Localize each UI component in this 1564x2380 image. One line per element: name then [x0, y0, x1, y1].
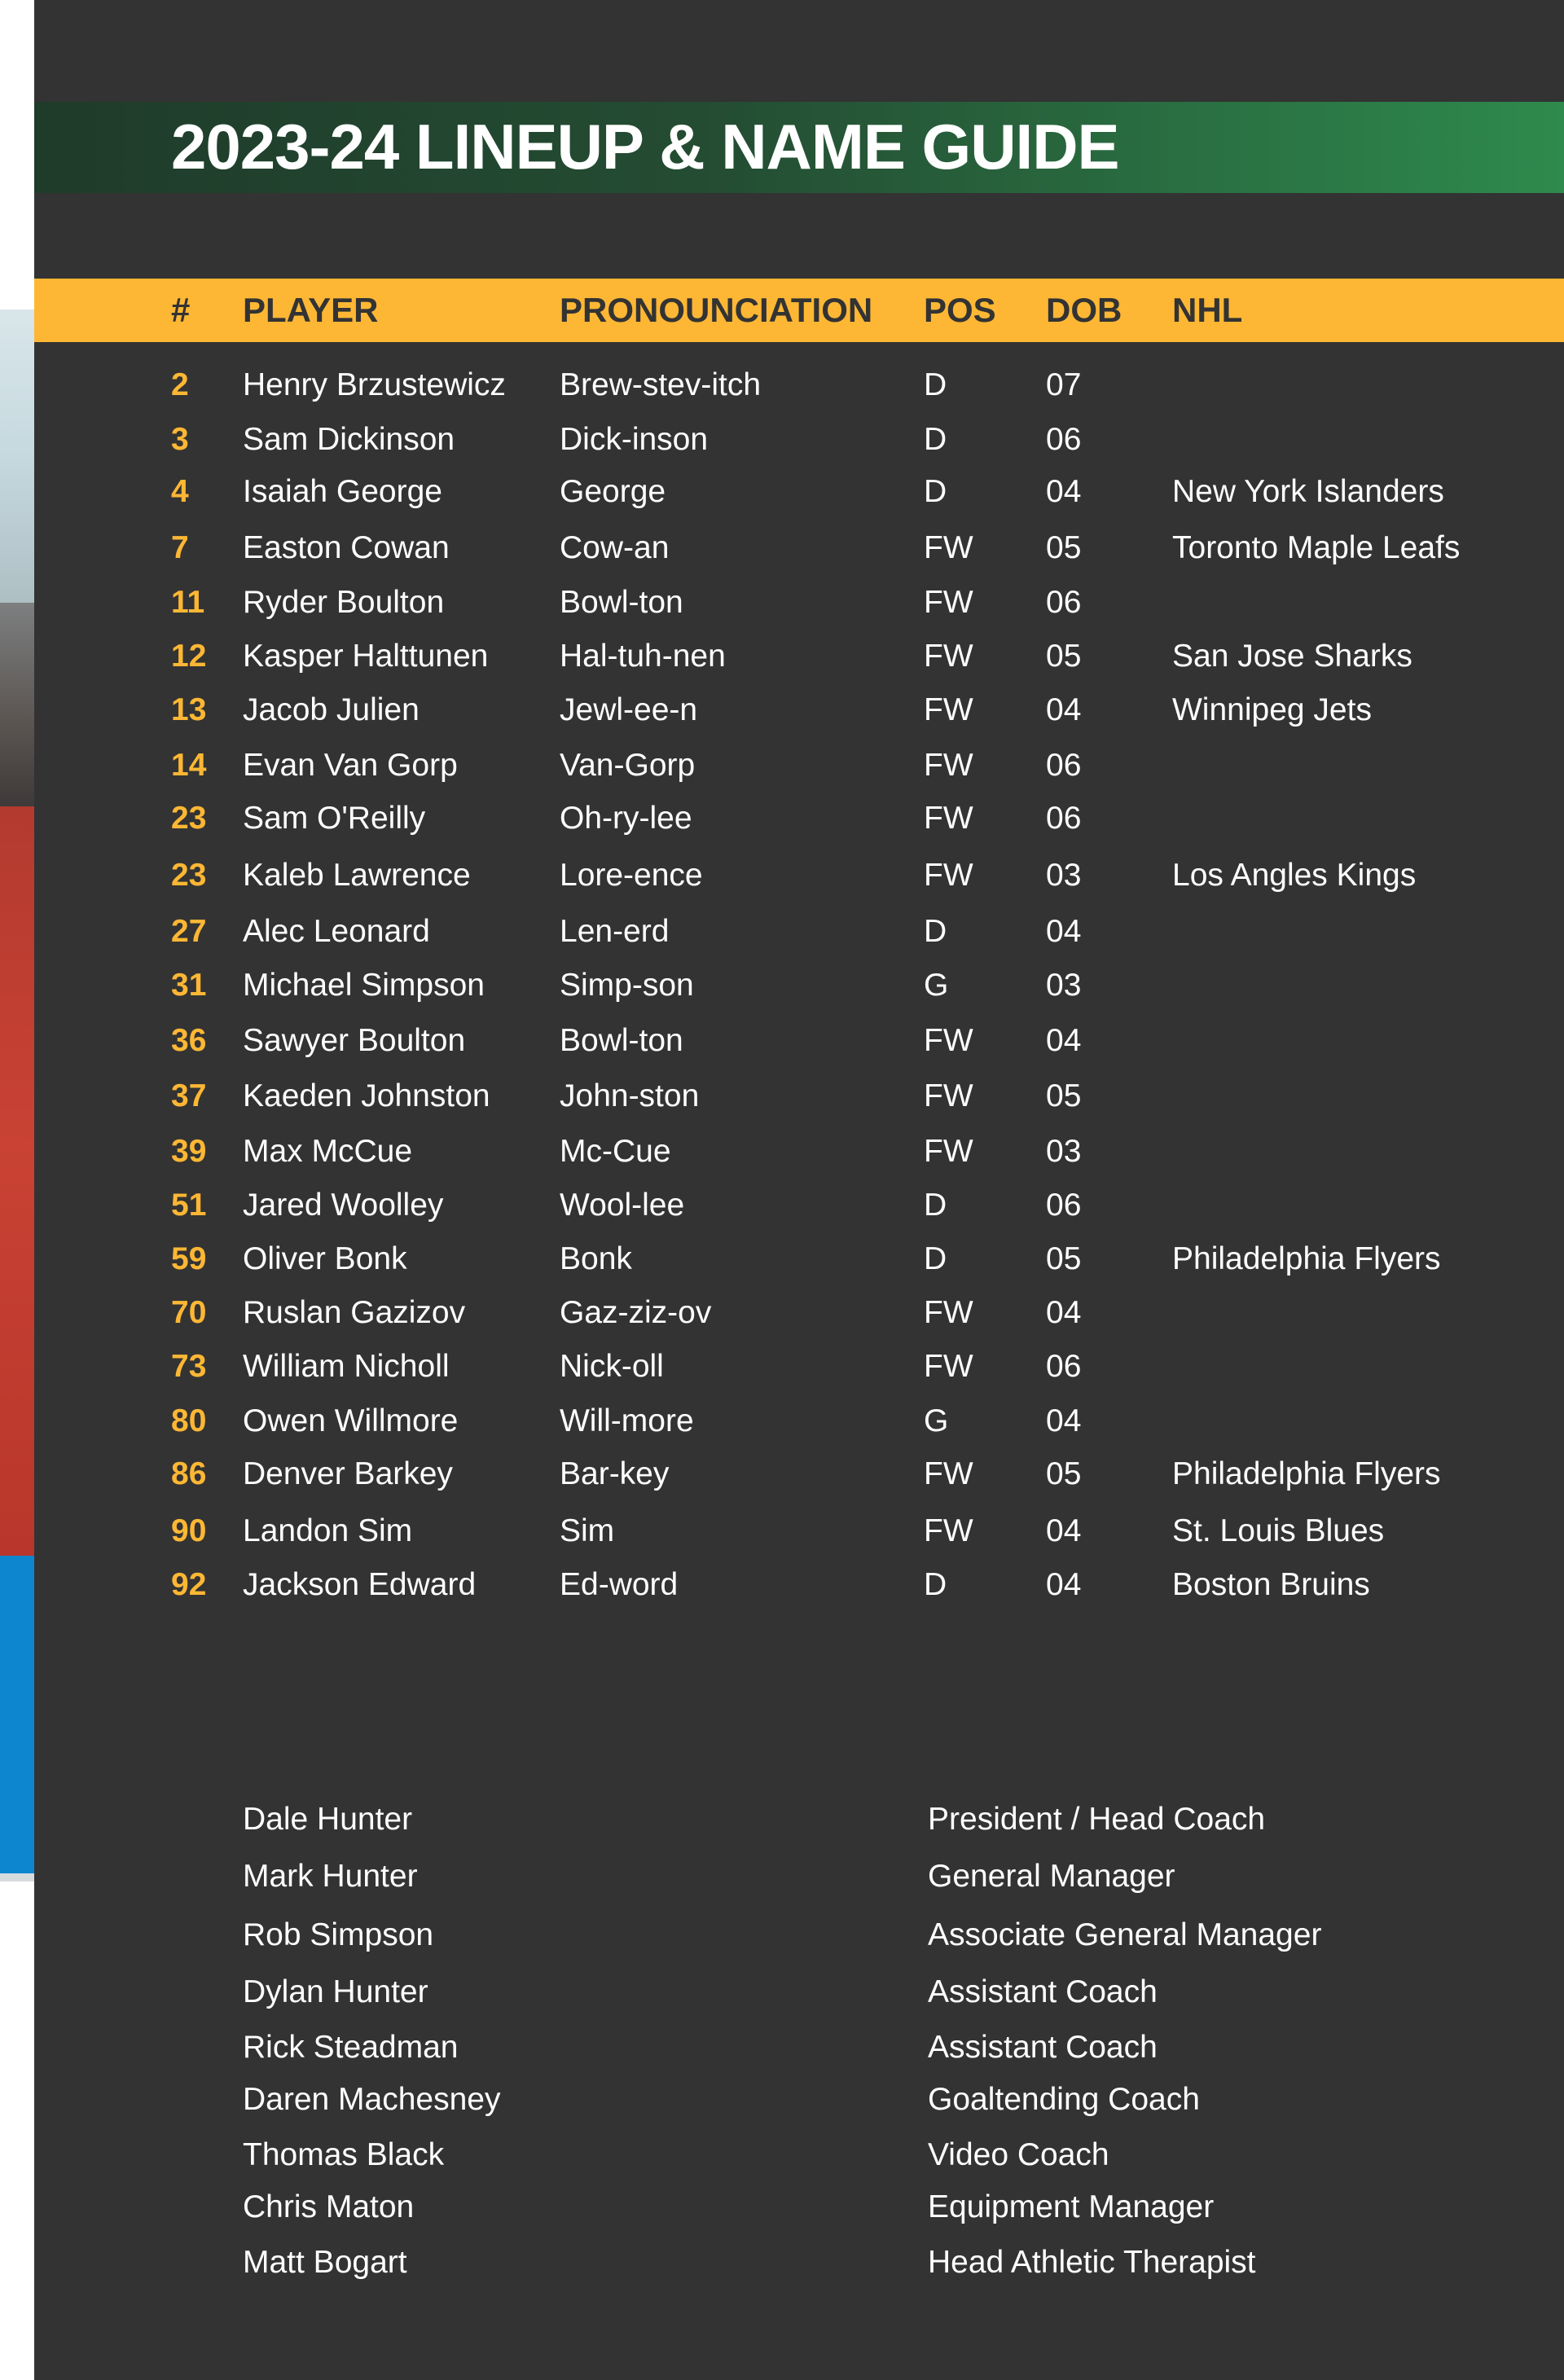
player-pronounciation: Mc-Cue — [560, 1134, 671, 1169]
player-name: Jacob Julien — [243, 692, 420, 727]
header-number: # — [171, 291, 191, 329]
staff-role: Video Coach — [928, 2137, 1109, 2172]
player-dob: 04 — [1046, 1023, 1082, 1058]
header-pronounciation: PRONOUNCIATION — [560, 291, 873, 329]
player-number: 2 — [171, 367, 189, 402]
roster-row — [34, 683, 1564, 737]
player-number: 14 — [171, 748, 207, 783]
player-nhl-team: San Jose Sharks — [1172, 639, 1412, 674]
roster-row — [34, 739, 1564, 793]
photo-dark-segment — [0, 603, 34, 806]
player-pronounciation: Bowl-ton — [560, 1023, 683, 1058]
player-dob: 04 — [1046, 692, 1082, 727]
player-dob: 05 — [1046, 1241, 1082, 1276]
staff-row — [34, 1908, 1564, 1962]
player-number: 13 — [171, 692, 207, 727]
staff-row — [34, 1965, 1564, 2019]
player-name: Kaleb Lawrence — [243, 858, 471, 893]
roster-row — [34, 1504, 1564, 1558]
staff-name: Mark Hunter — [243, 1859, 418, 1894]
roster-row — [34, 630, 1564, 683]
staff-row — [34, 2236, 1564, 2290]
lineup-panel — [34, 0, 1564, 2380]
photo-sky-segment — [0, 310, 34, 603]
staff-role: Goaltending Coach — [928, 2082, 1200, 2117]
roster-row — [34, 959, 1564, 1012]
roster-row — [34, 849, 1564, 902]
player-position: G — [924, 1403, 949, 1438]
header-pos: POS — [924, 291, 996, 329]
staff-role: Equipment Manager — [928, 2189, 1215, 2224]
player-pronounciation: Bar-key — [560, 1456, 670, 1491]
staff-role: Assistant Coach — [928, 2030, 1158, 2065]
player-nhl-team: St. Louis Blues — [1172, 1513, 1385, 1548]
player-name: Ruslan Gazizov — [243, 1295, 466, 1330]
player-dob: 03 — [1046, 968, 1082, 1003]
roster-row — [34, 1447, 1564, 1501]
roster-row — [34, 1394, 1564, 1448]
player-nhl-team: Philadelphia Flyers — [1172, 1456, 1441, 1491]
player-dob: 04 — [1046, 474, 1082, 509]
header-player: PLAYER — [243, 291, 379, 329]
player-nhl-team: Los Angles Kings — [1172, 858, 1417, 893]
player-number: 27 — [171, 914, 207, 949]
player-pronounciation: Len-erd — [560, 914, 670, 949]
player-pronounciation: Lore-ence — [560, 858, 703, 893]
player-dob: 05 — [1046, 639, 1082, 674]
photo-edge-segment — [0, 1873, 34, 1882]
player-pronounciation: Wool-lee — [560, 1188, 685, 1223]
roster-row — [34, 792, 1564, 845]
roster-row — [34, 1232, 1564, 1286]
roster-row — [34, 1014, 1564, 1068]
staff-row — [34, 2180, 1564, 2234]
player-pronounciation: Sim — [560, 1513, 615, 1548]
player-pronounciation: Cow-an — [560, 530, 670, 565]
player-number: 92 — [171, 1567, 207, 1602]
player-position: FW — [924, 1295, 973, 1330]
staff-name: Dylan Hunter — [243, 1974, 428, 2009]
player-position: D — [924, 422, 947, 457]
player-position: FW — [924, 1078, 973, 1113]
staff-row — [34, 2021, 1564, 2075]
staff-name: Daren Machesney — [243, 2082, 501, 2117]
player-pronounciation: George — [560, 474, 666, 509]
roster-row — [34, 1179, 1564, 1232]
player-pronounciation: John-ston — [560, 1078, 700, 1113]
player-name: Michael Simpson — [243, 968, 485, 1003]
player-pronounciation: Gaz-ziz-ov — [560, 1295, 712, 1330]
player-position: FW — [924, 1134, 973, 1169]
player-dob: 04 — [1046, 1403, 1082, 1438]
roster-row — [34, 1125, 1564, 1179]
player-name: Jared Woolley — [243, 1188, 444, 1223]
player-name: Sawyer Boulton — [243, 1023, 466, 1058]
left-photo-strip — [0, 0, 34, 2380]
roster-row — [34, 1558, 1564, 1612]
staff-role: Head Athletic Therapist — [928, 2245, 1256, 2280]
player-number: 73 — [171, 1349, 207, 1384]
player-position: FW — [924, 748, 973, 783]
player-dob: 06 — [1046, 1349, 1082, 1384]
player-number: 7 — [171, 530, 189, 565]
player-pronounciation: Nick-oll — [560, 1349, 664, 1384]
roster-row — [34, 521, 1564, 575]
staff-name: Dale Hunter — [243, 1802, 413, 1837]
player-name: Landon Sim — [243, 1513, 413, 1548]
player-number: 36 — [171, 1023, 207, 1058]
staff-role: Associate General Manager — [928, 1917, 1322, 1952]
player-position: FW — [924, 1023, 973, 1058]
photo-blue-segment — [0, 1556, 34, 1873]
player-nhl-team: New York Islanders — [1172, 474, 1444, 509]
player-position: D — [924, 367, 947, 402]
player-position: D — [924, 1241, 947, 1276]
player-name: Denver Barkey — [243, 1456, 453, 1491]
player-pronounciation: Oh-ry-lee — [560, 801, 692, 836]
player-dob: 06 — [1046, 801, 1082, 836]
player-position: FW — [924, 585, 973, 620]
player-name: Henry Brzustewicz — [243, 367, 506, 402]
player-pronounciation: Will-more — [560, 1403, 694, 1438]
player-number: 11 — [171, 585, 205, 620]
roster-row — [34, 905, 1564, 959]
player-name: Oliver Bonk — [243, 1241, 407, 1276]
roster-row — [34, 413, 1564, 467]
staff-row — [34, 1793, 1564, 1846]
player-number: 70 — [171, 1295, 207, 1330]
player-pronounciation: Dick-inson — [560, 422, 709, 457]
roster-row — [34, 1069, 1564, 1123]
player-number: 12 — [171, 639, 207, 674]
roster-row — [34, 1340, 1564, 1394]
player-dob: 06 — [1046, 585, 1082, 620]
player-name: Kaeden Johnston — [243, 1078, 490, 1113]
player-number: 3 — [171, 422, 189, 457]
player-nhl-team: Boston Bruins — [1172, 1567, 1370, 1602]
player-dob: 04 — [1046, 914, 1082, 949]
header-dob: DOB — [1046, 291, 1122, 329]
player-name: Sam O'Reilly — [243, 801, 426, 836]
player-pronounciation: Bowl-ton — [560, 585, 683, 620]
player-name: Jackson Edward — [243, 1567, 477, 1602]
player-name: Sam Dickinson — [243, 422, 455, 457]
player-nhl-team: Philadelphia Flyers — [1172, 1241, 1441, 1276]
player-number: 59 — [171, 1241, 207, 1276]
page-title: 2023-24 LINEUP & NAME GUIDE — [171, 111, 1119, 182]
player-position: G — [924, 968, 949, 1003]
player-position: FW — [924, 1456, 973, 1491]
player-position: FW — [924, 801, 973, 836]
staff-role: Assistant Coach — [928, 1974, 1158, 2009]
photo-red-jersey-segment — [0, 806, 34, 1556]
staff-role: President / Head Coach — [928, 1802, 1266, 1837]
player-position: FW — [924, 692, 973, 727]
roster-row — [34, 1286, 1564, 1340]
player-name: Easton Cowan — [243, 530, 450, 565]
player-name: Isaiah George — [243, 474, 442, 509]
player-dob: 05 — [1046, 530, 1082, 565]
player-number: 31 — [171, 968, 207, 1003]
player-pronounciation: Jewl-ee-n — [560, 692, 698, 727]
player-dob: 03 — [1046, 858, 1082, 893]
player-nhl-team: Toronto Maple Leafs — [1172, 530, 1461, 565]
player-dob: 03 — [1046, 1134, 1082, 1169]
player-number: 39 — [171, 1134, 207, 1169]
player-dob: 05 — [1046, 1456, 1082, 1491]
player-dob: 06 — [1046, 1188, 1082, 1223]
staff-row — [34, 2128, 1564, 2182]
player-position: D — [924, 474, 947, 509]
player-name: Evan Van Gorp — [243, 748, 458, 783]
player-number: 51 — [171, 1188, 207, 1223]
player-position: FW — [924, 530, 973, 565]
player-name: Kasper Halttunen — [243, 639, 489, 674]
player-position: FW — [924, 1349, 973, 1384]
player-number: 86 — [171, 1456, 207, 1491]
player-dob: 04 — [1046, 1295, 1082, 1330]
player-number: 23 — [171, 858, 207, 893]
staff-name: Rick Steadman — [243, 2030, 459, 2065]
player-dob: 04 — [1046, 1567, 1082, 1602]
staff-name: Chris Maton — [243, 2189, 415, 2224]
player-position: FW — [924, 1513, 973, 1548]
staff-row — [34, 1850, 1564, 1904]
player-number: 23 — [171, 801, 207, 836]
player-position: FW — [924, 858, 973, 893]
player-number: 90 — [171, 1513, 207, 1548]
staff-name: Thomas Black — [243, 2137, 445, 2172]
player-dob: 06 — [1046, 422, 1082, 457]
player-number: 37 — [171, 1078, 207, 1113]
player-name: Alec Leonard — [243, 914, 430, 949]
player-name: Max McCue — [243, 1134, 413, 1169]
player-position: D — [924, 1188, 947, 1223]
player-name: William Nicholl — [243, 1349, 450, 1384]
player-position: D — [924, 1567, 947, 1602]
staff-role: General Manager — [928, 1859, 1175, 1894]
player-dob: 07 — [1046, 367, 1082, 402]
player-name: Ryder Boulton — [243, 585, 445, 620]
player-position: D — [924, 914, 947, 949]
player-position: FW — [924, 639, 973, 674]
header-nhl: NHL — [1172, 291, 1243, 329]
roster-row — [34, 358, 1564, 412]
player-number: 80 — [171, 1403, 207, 1438]
player-dob: 04 — [1046, 1513, 1082, 1548]
staff-row — [34, 2073, 1564, 2127]
player-pronounciation: Simp-son — [560, 968, 694, 1003]
player-name: Owen Willmore — [243, 1403, 459, 1438]
player-pronounciation: Van-Gorp — [560, 748, 696, 783]
player-dob: 06 — [1046, 748, 1082, 783]
player-pronounciation: Brew-stev-itch — [560, 367, 762, 402]
player-pronounciation: Hal-tuh-nen — [560, 639, 726, 674]
player-number: 4 — [171, 474, 189, 509]
player-dob: 05 — [1046, 1078, 1082, 1113]
staff-name: Matt Bogart — [243, 2245, 407, 2280]
roster-row — [34, 465, 1564, 519]
player-nhl-team: Winnipeg Jets — [1172, 692, 1372, 727]
staff-name: Rob Simpson — [243, 1917, 434, 1952]
player-pronounciation: Ed-word — [560, 1567, 679, 1602]
roster-row — [34, 576, 1564, 630]
player-pronounciation: Bonk — [560, 1241, 632, 1276]
